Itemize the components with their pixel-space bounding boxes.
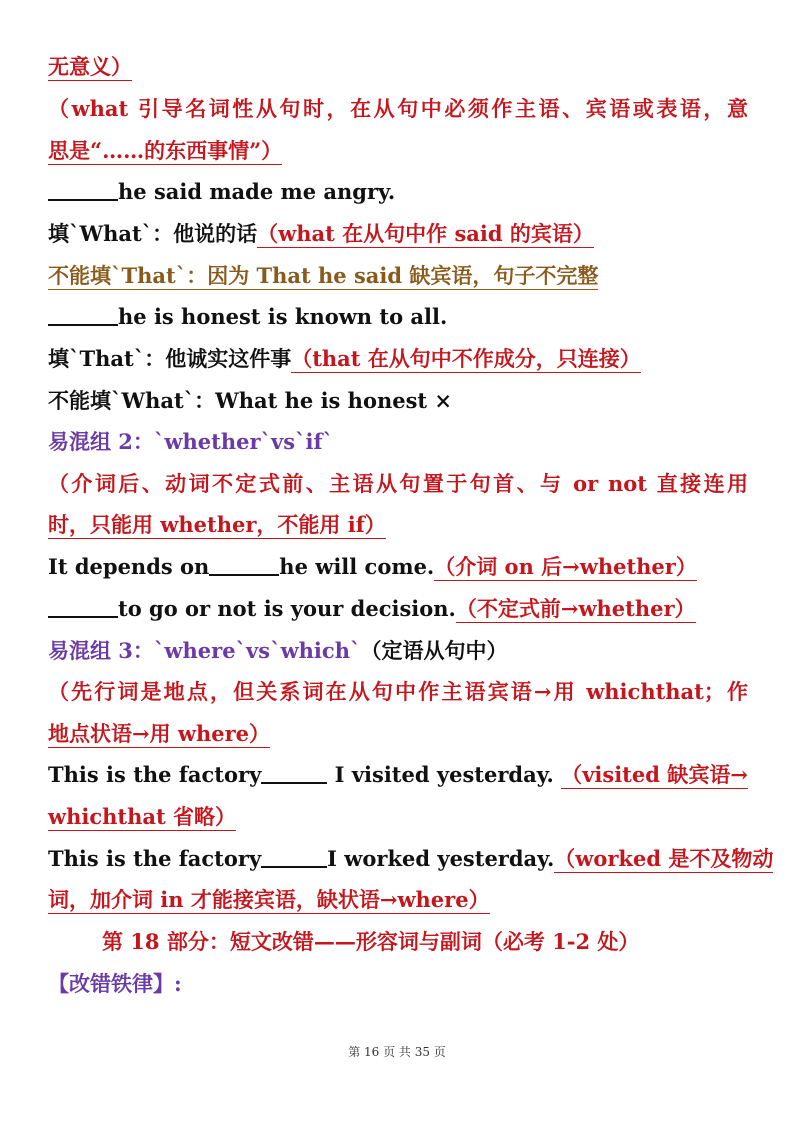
sentence-text: he is honest is known to all. — [118, 304, 448, 329]
annotation: （worked 是不及物动 — [554, 846, 774, 871]
text-line — [48, 386, 748, 416]
text-line — [48, 719, 748, 749]
sentence-text: It depends on — [48, 554, 210, 579]
text-line — [48, 885, 748, 915]
answer-blank — [48, 179, 118, 201]
sentence-text: he said made me angry. — [118, 179, 396, 204]
answer-text: 填`That`：他诚实这件事 — [48, 346, 292, 371]
annotation: 无意义） — [48, 54, 132, 79]
exercise-line — [48, 302, 748, 332]
annotation: whichthat 省略） — [48, 804, 236, 829]
annotation: 时，只能用 whether，不能用 if） — [48, 512, 386, 537]
annotation: （介词 on 后→whether） — [434, 554, 697, 579]
annotation: （that 在从句中不作成分，只连接） — [291, 346, 641, 371]
heading-text: 易混组 2：`whether`vs`if` — [48, 429, 334, 454]
sentence-text: I worked yesterday. — [327, 846, 555, 871]
exercise-line — [48, 844, 774, 874]
annotation: （visited 缺宾语→ — [561, 762, 748, 787]
annotation: （what 在从句中作 said 的宾语） — [257, 221, 594, 246]
annotation: 思是“……的东西事情”） — [48, 138, 283, 163]
exercise-line — [48, 552, 748, 582]
sentence-text: This is the factory — [48, 762, 262, 787]
sentence-text: This is the factory — [48, 846, 262, 871]
rule-note-text: （what 引导名词性从句时，在从句中必须作主语、宾语或表语，意 — [48, 96, 748, 121]
rule-heading — [48, 969, 748, 999]
sentence-text: to go or not is your decision. — [118, 596, 456, 621]
page-footer: 第 16 页 共 35 页 — [348, 1045, 446, 1059]
rule-note-text: （介词后、动词不定式前、主语从句置于句首、与 or not 直接连用 — [48, 471, 748, 496]
sentence-text: I visited yesterday. — [334, 762, 554, 787]
answer-text: 填`What`：他说的话 — [48, 221, 258, 246]
answer-blank — [261, 846, 327, 868]
rule-heading-text: 【改错铁律】: — [48, 971, 182, 996]
heading-note: （定语从句中） — [360, 638, 508, 663]
text-line — [48, 52, 748, 82]
text-line — [48, 510, 748, 540]
text-line — [48, 136, 748, 166]
rule-note — [48, 469, 748, 499]
exercise-line — [48, 177, 748, 207]
answer-blank — [261, 762, 327, 784]
answer-blank — [48, 596, 118, 618]
part-title — [102, 927, 794, 957]
section-heading — [48, 636, 748, 666]
exercise-line — [48, 760, 748, 790]
answer-text: 不能填`What`：What he is honest × — [48, 388, 453, 413]
rule-note — [48, 677, 748, 707]
answer-blank — [48, 304, 118, 326]
text-line — [48, 802, 748, 832]
annotation: 不能填`That`：因为 That he said 缺宾语，句子不完整 — [48, 263, 599, 288]
answer-blank — [209, 554, 279, 576]
annotation: 词，加介词 in 才能接宾语，缺状语→where） — [48, 887, 490, 912]
heading-text: 易混组 3：`where`vs`which` — [48, 638, 361, 663]
part-title-text: 第 18 部分：短文改错——形容词与副词（必考 1-2 处） — [102, 929, 640, 954]
annotation: （不定式前→whether） — [455, 596, 696, 621]
sentence-text: he will come. — [279, 554, 435, 579]
rule-note-text: （先行词是地点，但关系词在从句中作主语宾语→用 whichthat；作 — [48, 679, 748, 704]
rule-note — [48, 94, 748, 124]
annotation: 地点状语→用 where） — [48, 721, 271, 746]
answer-line — [48, 219, 748, 249]
answer-line — [48, 344, 748, 374]
section-heading — [48, 427, 748, 457]
exercise-line — [48, 594, 748, 624]
text-line — [48, 261, 748, 291]
